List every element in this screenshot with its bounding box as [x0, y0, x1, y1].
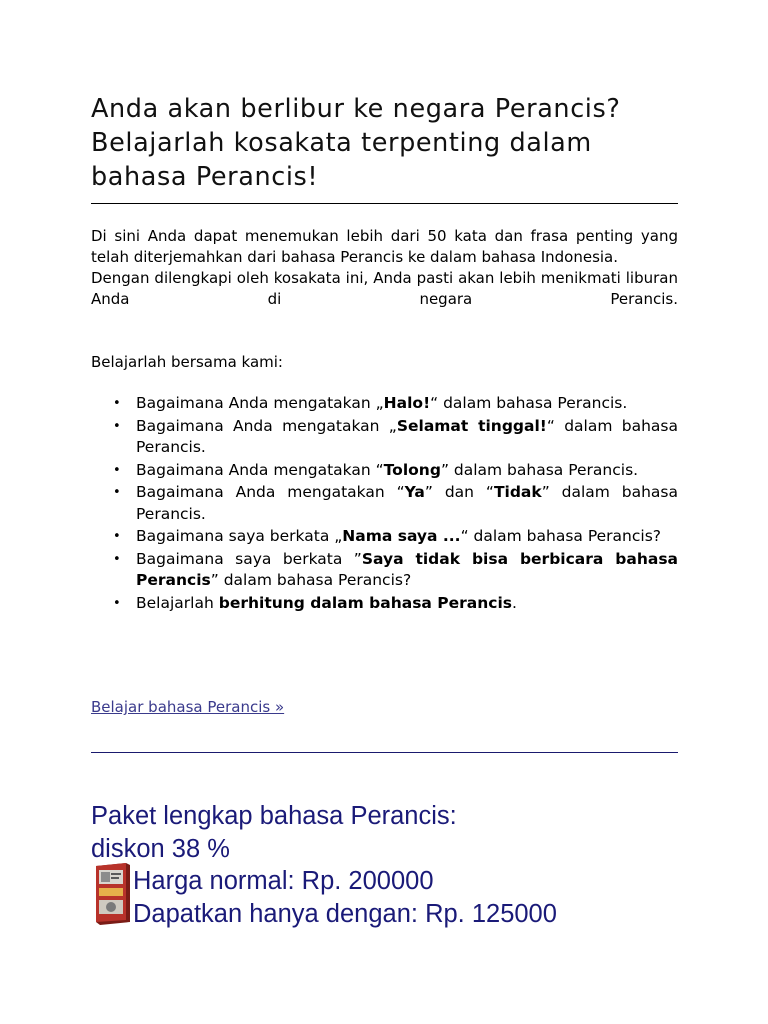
item-bold-phrase: Nama saya ...	[342, 527, 461, 545]
intro-section	[91, 226, 678, 310]
item-bold-phrase: Halo!	[383, 394, 431, 412]
item-bold-phrase: berhitung dalam bahasa Perancis	[218, 593, 513, 612]
product-box-icon	[92, 862, 132, 926]
item-text: ” dalam bahasa Perancis?	[210, 571, 412, 589]
box-text-line	[111, 873, 121, 875]
bullet-icon: •	[113, 595, 121, 611]
bullet-icon: •	[113, 396, 121, 411]
promo-section	[91, 800, 691, 930]
item-bold-phrase: Saya tidak bisa berbicara bahasa Perancis	[136, 549, 678, 589]
promo-discount: diskon 38 %	[91, 834, 230, 863]
intro-paragraph-2: Dengan dilengkapi oleh kosakata ini, Anda pasti akan lebih menikmati liburan Anda di negara Perancis.	[91, 269, 678, 308]
bullet-icon: •	[113, 529, 121, 544]
phrase-list	[91, 393, 678, 615]
bullet-icon: •	[113, 462, 121, 478]
item-text: Bagaimana saya berkata „	[136, 527, 343, 545]
page-title	[91, 92, 691, 194]
list-item	[91, 549, 678, 592]
item-text: Bagaimana Anda mengatakan „	[136, 394, 384, 412]
promo-heading: Paket lengkap bahasa Perancis:	[91, 802, 457, 830]
section-divider	[91, 752, 678, 753]
item-text: Bagaimana Anda mengatakan “	[136, 483, 405, 501]
list-item	[91, 482, 678, 525]
title-divider	[91, 203, 678, 204]
item-text: .	[512, 593, 517, 612]
learn-heading: Belajarlah bersama kami:	[91, 353, 283, 371]
list-item	[91, 460, 678, 482]
box-banner	[99, 888, 123, 896]
list-item	[91, 593, 678, 615]
item-text: Belajarlah	[136, 593, 219, 612]
item-bold-phrase: Tolong	[383, 460, 441, 479]
title-line-2: Belajarlah kosakata terpenting dalam	[91, 128, 592, 158]
intro-paragraph-1: Di sini Anda dapat menemukan lebih dari 50 kata dan frasa penting yang telah diterjemahkan dari bahasa Perancis ke dalam bahasa Indonesia.	[91, 227, 678, 266]
box-text-line	[111, 877, 119, 879]
item-text: ” dalam bahasa Perancis.	[440, 460, 639, 479]
item-text: “ dalam bahasa Perancis.	[136, 416, 679, 456]
bullet-icon: •	[113, 485, 121, 500]
list-item	[91, 416, 678, 459]
box-photo	[101, 872, 110, 882]
item-text: Bagaimana saya berkata ”	[136, 549, 362, 568]
title-line-3: bahasa Perancis!	[91, 162, 319, 192]
bullet-icon: •	[113, 418, 121, 434]
learn-french-link[interactable]: Belajar bahasa Perancis »	[91, 698, 285, 716]
bullet-icon: •	[113, 551, 121, 567]
item-text: “ dalam bahasa Perancis?	[460, 527, 662, 545]
item-text: ” dan “	[424, 483, 494, 501]
item-bold-phrase: Selamat tinggal!	[396, 416, 547, 435]
item-bold-phrase: Tidak	[493, 483, 542, 501]
list-item	[91, 526, 678, 548]
item-text: ” dalam bahasa Perancis.	[136, 483, 679, 523]
box-disc	[106, 902, 116, 912]
item-text: “ dalam bahasa Perancis.	[430, 394, 628, 412]
title-line-1: Anda akan berlibur ke negara Perancis?	[91, 94, 621, 124]
list-item	[91, 393, 678, 415]
offer-price: Dapatkan hanya dengan: Rp. 125000	[133, 899, 557, 928]
normal-price: Harga normal: Rp. 200000	[133, 867, 434, 895]
item-text: Bagaimana Anda mengatakan “	[136, 460, 384, 479]
item-bold-phrase: Ya	[404, 483, 425, 501]
item-text: Bagaimana Anda mengatakan „	[136, 416, 397, 435]
